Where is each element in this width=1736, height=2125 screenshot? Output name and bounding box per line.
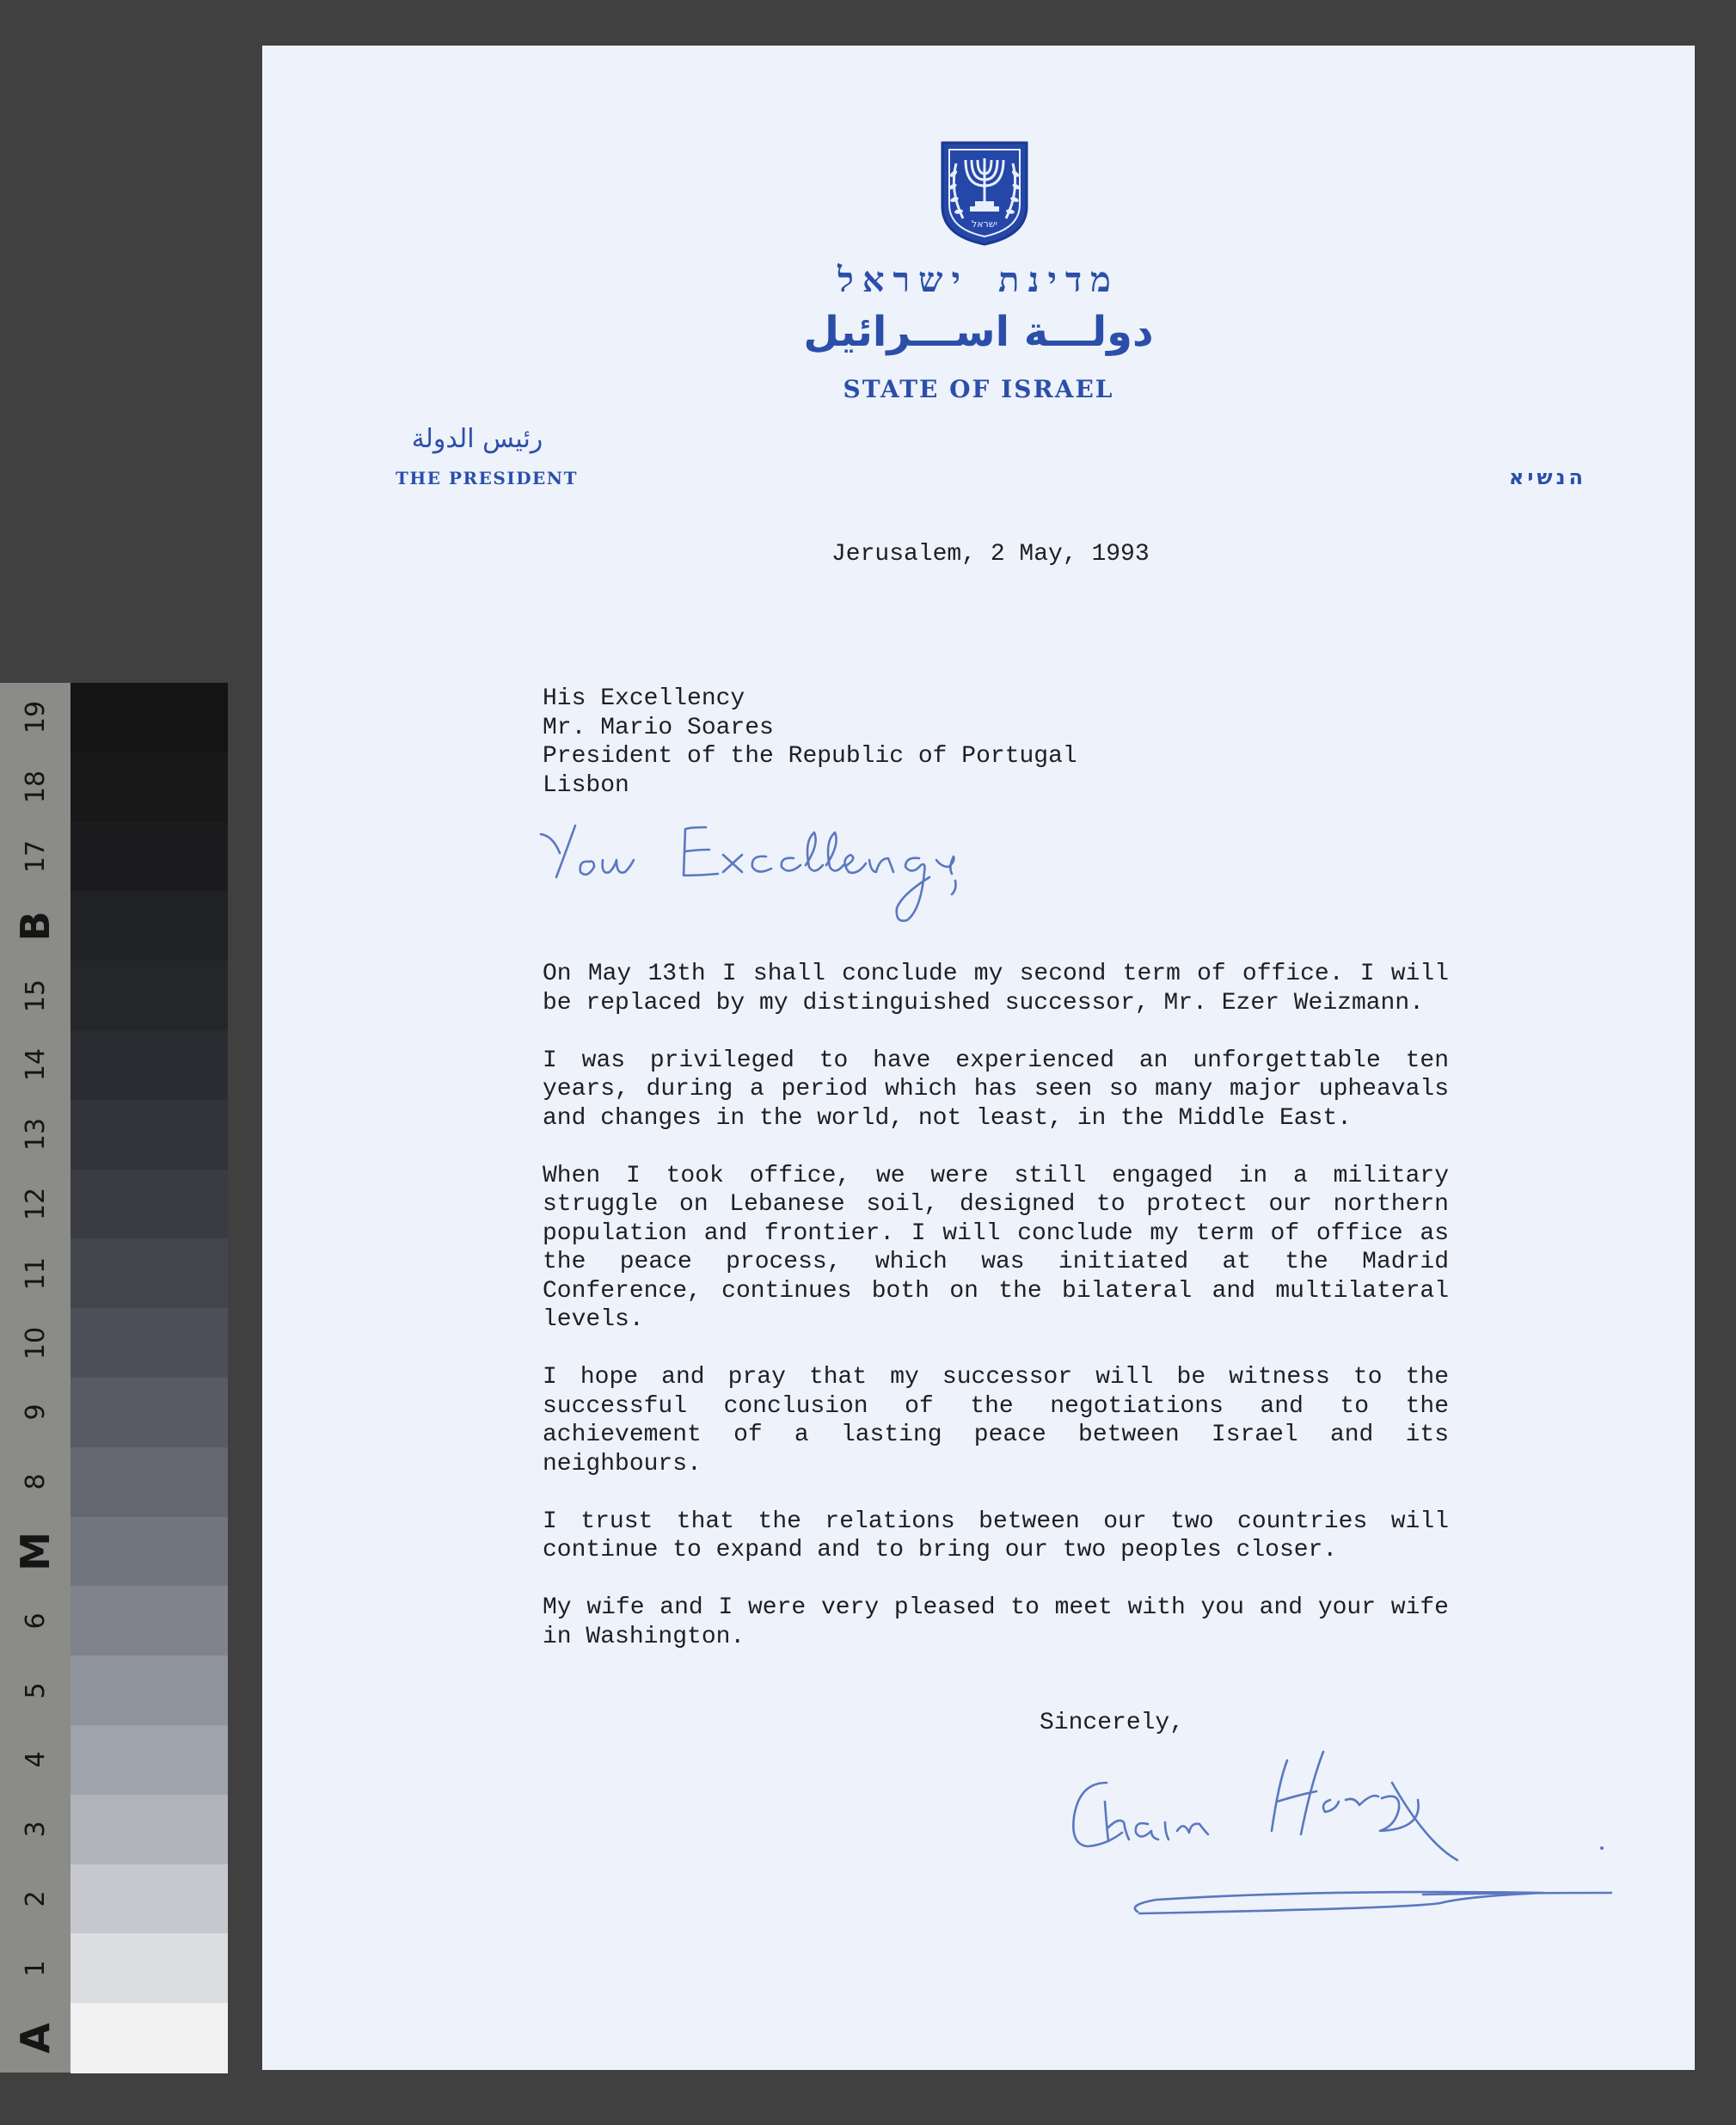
grey-patch bbox=[71, 1586, 228, 1656]
scale-label: 17 bbox=[20, 839, 51, 874]
letter-page bbox=[262, 46, 1695, 2070]
president-title-arabic: رئيس الدولة bbox=[411, 424, 543, 454]
grey-patch bbox=[71, 2003, 228, 2073]
scale-label: 19 bbox=[20, 701, 51, 734]
scale-label: 12 bbox=[20, 1187, 51, 1221]
menorah-emblem-icon bbox=[937, 139, 1032, 248]
scale-label: 9 bbox=[20, 1403, 51, 1421]
letterhead-english-state: STATE OF ISRAEL bbox=[843, 375, 1114, 403]
scale-label: M bbox=[12, 1532, 58, 1571]
address-line: Lisbon bbox=[543, 771, 629, 799]
grey-patch bbox=[71, 1378, 228, 1448]
scale-ruler bbox=[0, 683, 71, 2073]
grey-patch bbox=[71, 822, 228, 893]
grey-patch bbox=[71, 1447, 228, 1518]
address-line: His Excellency bbox=[543, 685, 745, 712]
handwritten-signature bbox=[1062, 1748, 1612, 1938]
grey-patch bbox=[71, 1238, 228, 1309]
grey-patch bbox=[71, 1517, 228, 1588]
grey-patch bbox=[71, 1933, 228, 2004]
address-line: Mr. Mario Soares bbox=[543, 714, 774, 741]
letter-body bbox=[543, 960, 1449, 1680]
grey-scale-target bbox=[0, 683, 228, 2073]
scale-label: 13 bbox=[20, 1118, 51, 1152]
letterhead-hebrew-state: מדינת ישראל bbox=[837, 261, 1120, 300]
scale-label: 3 bbox=[20, 1821, 51, 1838]
letterhead-arabic-state: دولـــة اســـرائيل bbox=[803, 308, 1154, 356]
scale-label: 15 bbox=[20, 979, 51, 1012]
grey-patch bbox=[71, 1030, 228, 1101]
closing: Sincerely, bbox=[1040, 1710, 1185, 1736]
grey-patch bbox=[71, 1725, 228, 1796]
president-title-hebrew: הנשיא bbox=[1508, 465, 1586, 489]
svg-text:ישראל: ישראל bbox=[971, 218, 998, 230]
dateline: Jerusalem, 2 May, 1993 bbox=[831, 541, 1150, 568]
handwritten-salutation bbox=[537, 815, 1053, 936]
scale-label: A bbox=[12, 2022, 58, 2054]
scale-label: B bbox=[12, 911, 58, 942]
grey-patch bbox=[71, 1308, 228, 1379]
address-line: President of the Republic of Portugal bbox=[543, 743, 1077, 770]
body-paragraph: I hope and pray that my successor will be witness to the successful conclusion of the negotiations and to the achievement of a lasting peace between Israel and its neighbours. bbox=[543, 1364, 1449, 1477]
scale-label: 11 bbox=[20, 1256, 51, 1290]
body-paragraph: I trust that the relations between our two countries will continue to expand and to bring our two peoples closer. bbox=[543, 1508, 1449, 1563]
grey-patch bbox=[71, 1100, 228, 1170]
body-paragraph: My wife and I were very pleased to meet with you and your wife in Washington. bbox=[543, 1594, 1449, 1650]
grey-patch bbox=[71, 891, 228, 961]
scale-label: 14 bbox=[20, 1048, 51, 1082]
grey-patch bbox=[71, 961, 228, 1031]
scale-label: 6 bbox=[20, 1612, 51, 1630]
recipient-address bbox=[543, 685, 1077, 800]
grey-patch bbox=[71, 752, 228, 823]
grey-patch bbox=[71, 1655, 228, 1726]
scale-label: 10 bbox=[20, 1326, 51, 1360]
scale-label: 5 bbox=[20, 1682, 51, 1699]
body-paragraph: I was privileged to have experienced an unforgettable ten years, during a period which has seen so many major upheavals and changes in the world, not least, in the Middle East. bbox=[543, 1047, 1449, 1132]
president-title-english: THE PRESIDENT bbox=[396, 468, 578, 488]
scale-label: 18 bbox=[20, 771, 51, 804]
grey-patch bbox=[71, 683, 228, 753]
grey-patch bbox=[71, 1170, 228, 1240]
body-paragraph: When I took office, we were still engaged in a military struggle on Lebanese soil, designed to protect our northern population and frontier. I will conclude my term of office as the peace process, which was initiated at the Madrid Conference, continues both on the bilateral and multilateral levels. bbox=[543, 1162, 1449, 1333]
scale-label: 4 bbox=[20, 1751, 51, 1768]
scale-label: 1 bbox=[20, 1960, 51, 1977]
body-paragraph: On May 13th I shall conclude my second term of office. I will be replaced by my distinguished successor, Mr. Ezer Weizmann. bbox=[543, 961, 1449, 1016]
grey-patches bbox=[71, 683, 228, 2073]
scale-label: 8 bbox=[20, 1473, 51, 1490]
scale-label: 2 bbox=[20, 1890, 51, 1907]
grey-patch bbox=[71, 1864, 228, 1935]
grey-patch bbox=[71, 1795, 228, 1865]
